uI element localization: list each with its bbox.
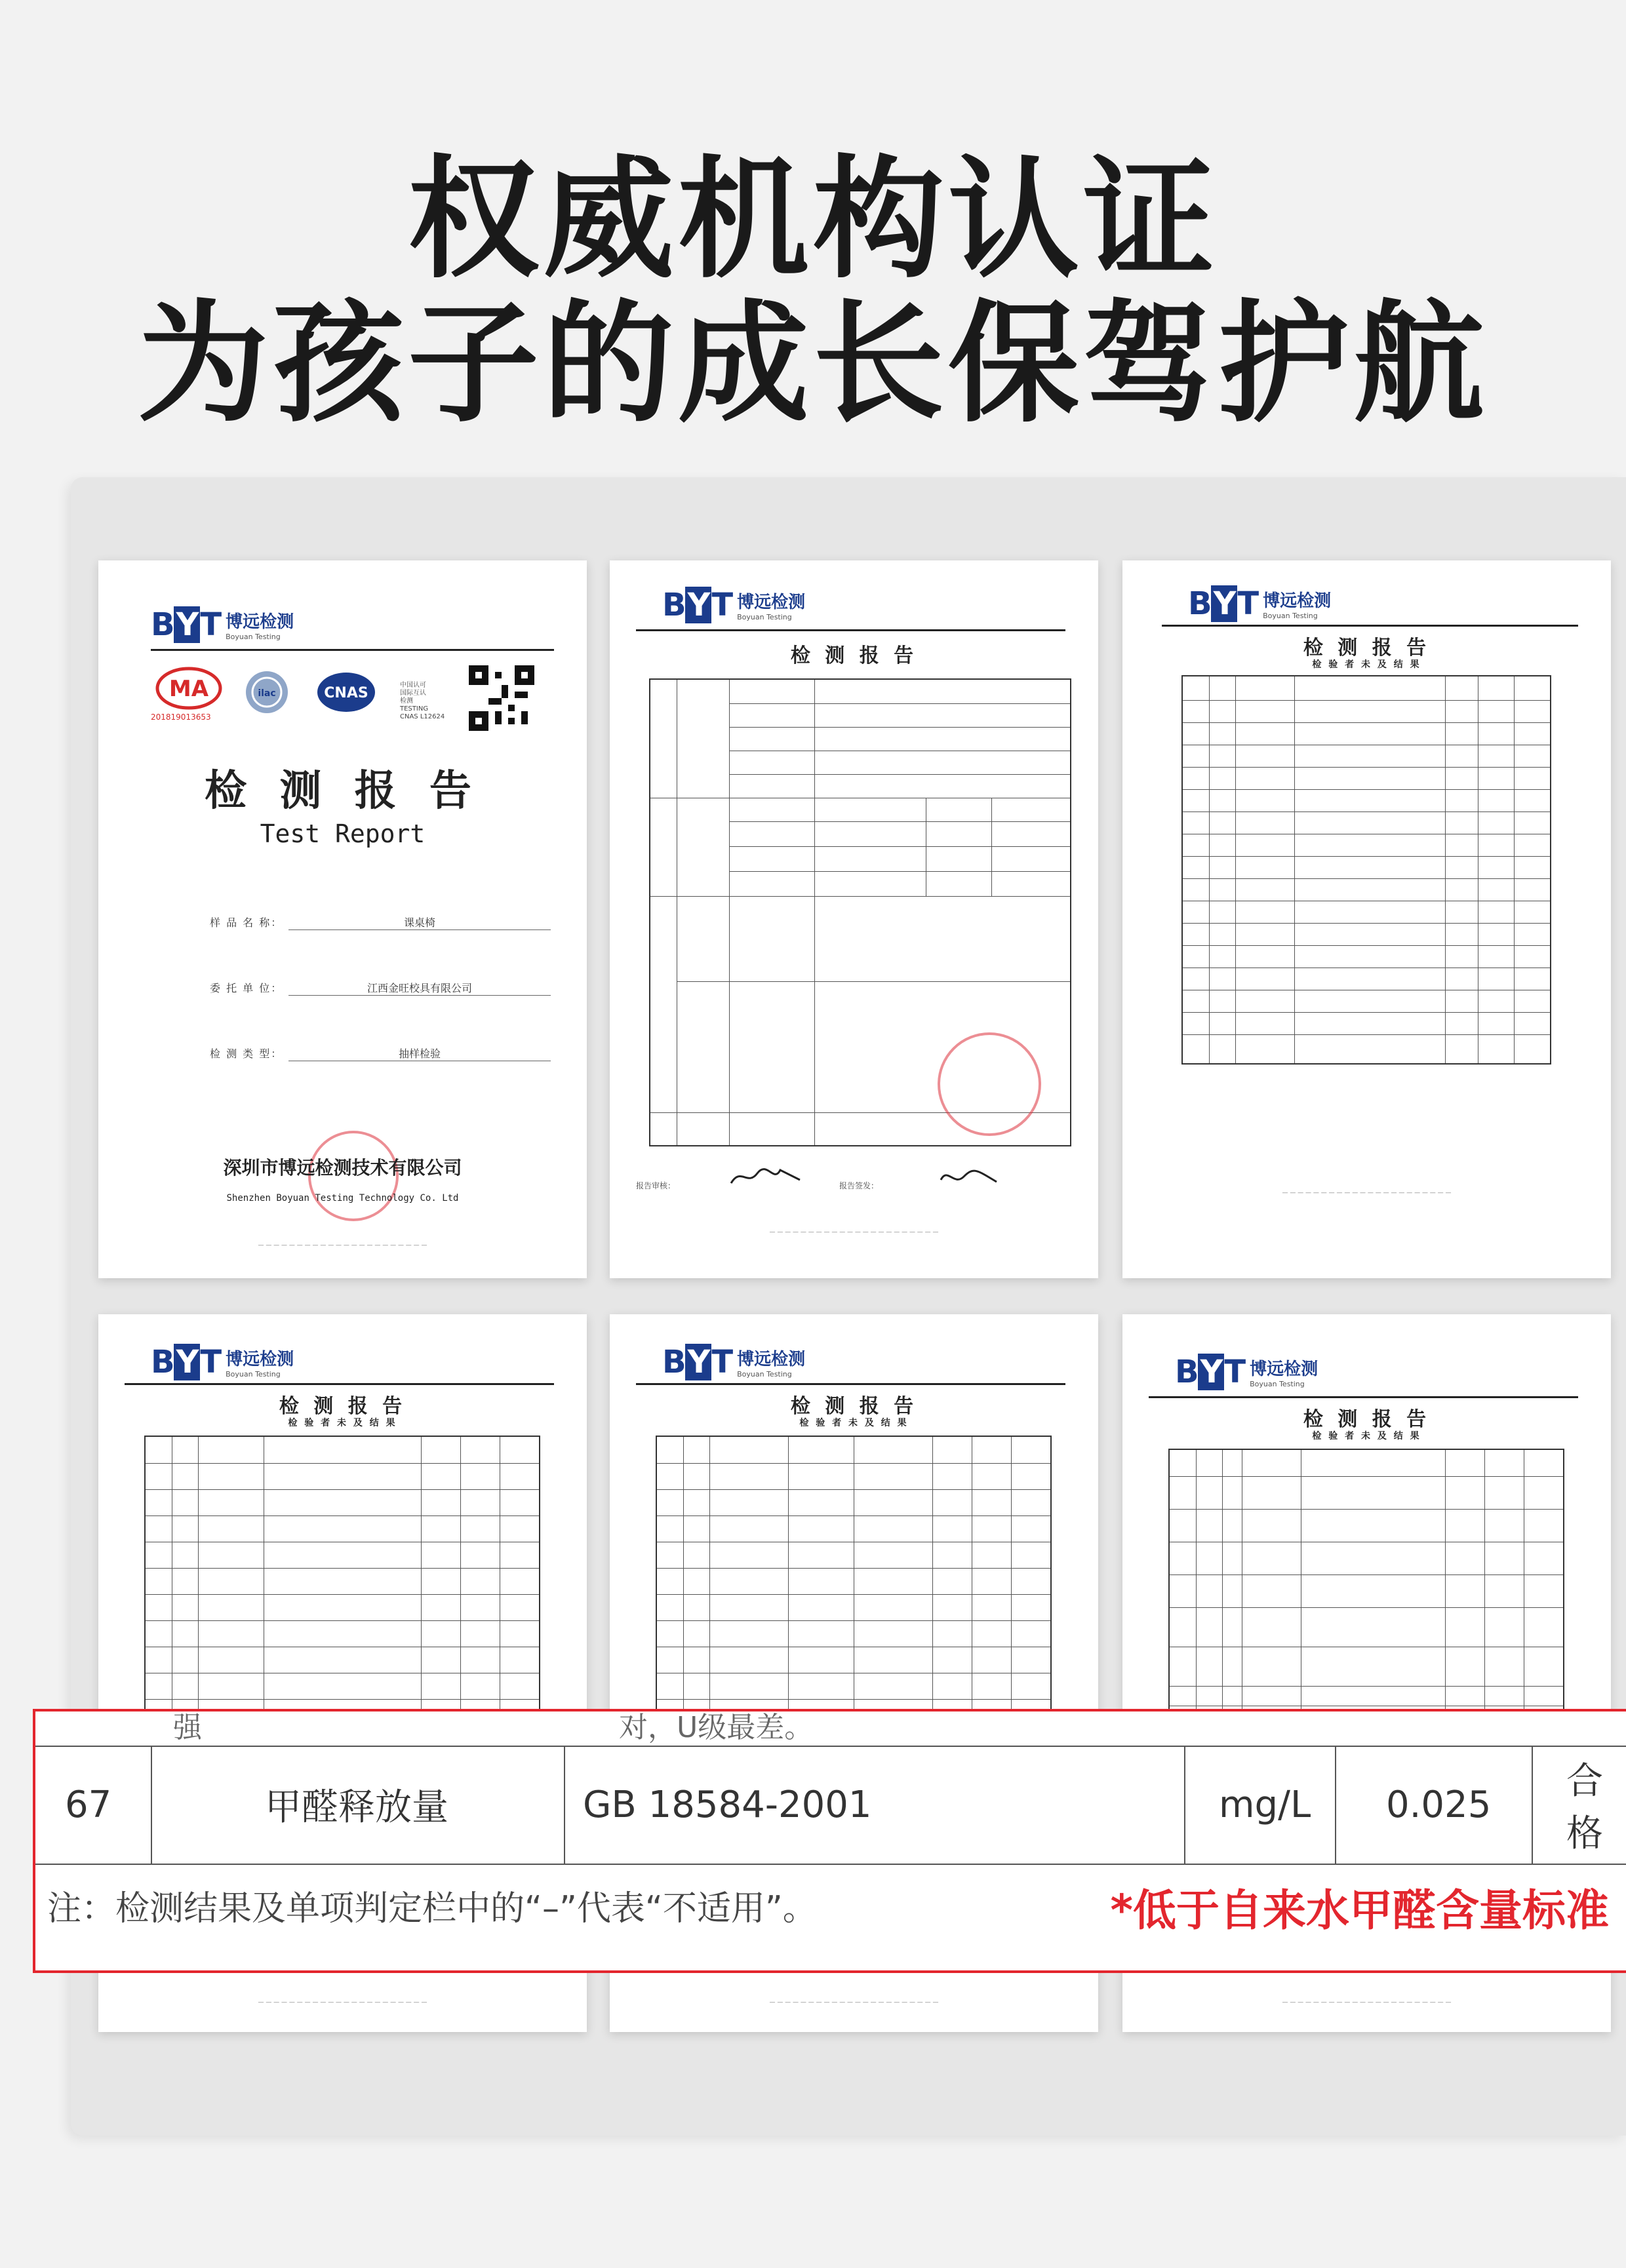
result-unit: mg/L	[1219, 1783, 1311, 1826]
brand-logo: BYT 博远检测 Boyuan Testing	[662, 1344, 806, 1380]
cnas-text: 中国认可 国际互认 检测 TESTING CNAS L12624	[400, 682, 445, 720]
signature-1	[728, 1163, 806, 1190]
results-table	[1181, 675, 1551, 1065]
fragment-left: 强	[173, 1711, 202, 1744]
svg-text:ilac: ilac	[258, 688, 276, 699]
header-rule	[1149, 1396, 1578, 1398]
approve-label: 报告签发：	[839, 1181, 879, 1190]
formaldehyde-result-row	[35, 1746, 1626, 1865]
cover-title-cn: 检 测 报 告	[205, 767, 481, 815]
report-title: 检 测 报 告	[279, 1395, 406, 1418]
table-footnote: 注：检测结果及单项判定栏中的“–”代表“不适用”。	[47, 1889, 817, 1928]
cnas-badge	[315, 669, 380, 724]
brand-name-en: Boyuan Testing	[1263, 612, 1318, 620]
cma-number: 201819013653	[151, 713, 211, 722]
brand-logo: BYT 博远检测 Boyuan Testing	[662, 587, 806, 623]
cover-field-type	[210, 1046, 587, 1061]
svg-text:CNAS: CNAS	[324, 685, 368, 701]
field-value: 抽样检验	[288, 1046, 551, 1061]
page-footer: — — — — — — — — — — — — — — — — — — — — — —	[258, 1999, 427, 2006]
page-footer: — — — — — — — — — — — — — — — — — — — — — —	[1282, 1190, 1452, 1196]
cover-field-client	[210, 980, 587, 996]
results-subtitle: 检 验 者 未 及 结 果	[799, 1418, 909, 1428]
brand-logo: BYT 博远检测 Boyuan Testing	[151, 606, 294, 643]
official-stamp	[938, 1032, 1041, 1136]
test-item: 甲醛释放量	[265, 1786, 448, 1829]
brand-name-en: Boyuan Testing	[737, 613, 792, 621]
field-label: 样 品 名 称：	[210, 916, 283, 929]
page-footer: — — — — — — — — — — — — — — — — — — — — — —	[769, 1999, 939, 2006]
report-page-results-1	[1122, 560, 1611, 1278]
verdict: 合格	[1566, 1760, 1603, 1855]
row-number: 67	[65, 1783, 112, 1826]
results-subtitle: 检 验 者 未 及 结 果	[1312, 1431, 1421, 1441]
field-label: 委 托 单 位：	[210, 982, 283, 994]
brand-name-cn: 博远检测	[737, 1350, 806, 1369]
highlight-claim: *低于自来水甲醛含量标准	[1110, 1885, 1609, 1936]
qr-code	[469, 665, 534, 733]
callout-top-fragment	[35, 1711, 1626, 1747]
header-rule	[125, 1383, 554, 1385]
report-page-sample-info	[610, 560, 1098, 1278]
report-title: 检 测 报 告	[1303, 636, 1431, 659]
header-rule	[636, 1383, 1065, 1385]
headline-line-2: 为孩子的成长保驾护航	[137, 288, 1488, 440]
review-label: 报告审核：	[636, 1181, 676, 1190]
brand-name-cn: 博远检测	[226, 1350, 294, 1369]
header-rule	[1162, 625, 1578, 627]
fragment-right: 对，U级最差。	[619, 1711, 814, 1744]
results-subtitle: 检 验 者 未 及 结 果	[288, 1418, 397, 1428]
result-value: 0.025	[1386, 1783, 1492, 1826]
header-rule	[151, 649, 554, 651]
signature-2	[938, 1163, 1003, 1190]
test-standard: GB 18584-2001	[583, 1783, 872, 1826]
headline-line-1: 权威机构认证	[407, 144, 1218, 296]
results-subtitle: 检 验 者 未 及 结 果	[1312, 659, 1421, 670]
field-value: 江西金旺校具有限公司	[288, 980, 551, 996]
page-footer: — — — — — — — — — — — — — — — — — — — — — —	[1282, 1999, 1452, 2006]
formaldehyde-callout	[33, 1709, 1626, 1973]
ilac-mra-badge	[239, 669, 298, 724]
brand-name-cn: 博远检测	[1250, 1359, 1319, 1379]
cover-company-en: Shenzhen Boyuan Testing Technology Co. Ltd	[226, 1193, 459, 1203]
report-title: 检 测 报 告	[1303, 1408, 1431, 1431]
report-title: 检 测 报 告	[790, 1395, 918, 1418]
brand-name-en: Boyuan Testing	[226, 1370, 281, 1378]
field-label: 检 测 类 型：	[210, 1047, 283, 1060]
cover-company-cn: 深圳市博远检测技术有限公司	[223, 1157, 462, 1179]
brand-name-en: Boyuan Testing	[737, 1370, 792, 1378]
brand-name-en: Boyuan Testing	[226, 633, 281, 641]
brand-logo: BYT 博远检测 Boyuan Testing	[1188, 585, 1332, 622]
brand-logo: BYT 博远检测 Boyuan Testing	[151, 1344, 294, 1380]
cover-report-page	[98, 560, 587, 1278]
brand-name-en: Boyuan Testing	[1250, 1380, 1305, 1388]
field-value: 课桌椅	[288, 914, 551, 930]
brand-logo: BYT 博远检测 Boyuan Testing	[1175, 1354, 1319, 1390]
brand-name-cn: 博远检测	[226, 612, 294, 632]
svg-text:MA: MA	[169, 676, 209, 702]
cover-title-en: Test Report	[260, 819, 426, 848]
page-footer: — — — — — — — — — — — — — — — — — — — — — —	[769, 1229, 939, 1236]
page-footer: — — — — — — — — — — — — — — — — — — — — — —	[258, 1242, 427, 1249]
brand-name-cn: 博远检测	[737, 593, 806, 612]
header-rule	[636, 629, 1065, 631]
cover-field-sample	[210, 914, 587, 930]
report-title: 检 测 报 告	[790, 644, 918, 667]
brand-name-cn: 博远检测	[1263, 591, 1332, 611]
